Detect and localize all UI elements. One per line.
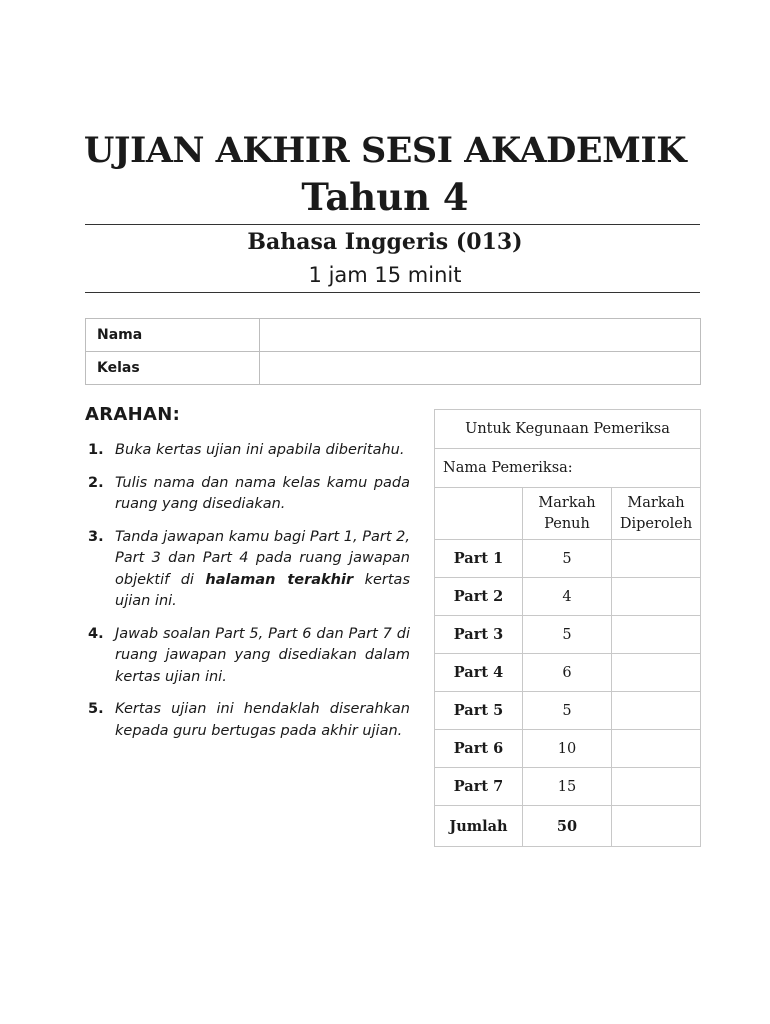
part-label: Part 6 [435, 730, 523, 768]
obtained-marks-cell[interactable] [612, 616, 701, 654]
full-marks: 5 [523, 692, 612, 730]
exam-year: Tahun 4 [301, 175, 469, 219]
obtained-marks-cell[interactable] [612, 692, 701, 730]
marks-row [435, 578, 701, 616]
top-divider [85, 224, 700, 225]
instruction-text: Buka kertas ujian ini apabila diberitahu. [115, 442, 405, 458]
instruction-text: Jawab soalan Part 5, Part 6 dan Part 7 di ruang jawapan yang disediakan dalam kertas ujian ini. [115, 625, 410, 685]
part-label: Part 3 [435, 616, 523, 654]
part-label: Part 2 [435, 578, 523, 616]
total-full-marks: 50 [523, 806, 612, 847]
exam-title: UJIAN AKHIR SESI AKADEMIK [83, 130, 687, 171]
full-marks: 6 [523, 654, 612, 692]
instruction-number: 3. [88, 528, 104, 545]
obtained-marks-cell[interactable] [612, 730, 701, 768]
full-marks: 5 [523, 540, 612, 578]
instruction-text: Tulis nama dan nama kelas kamu pada ruang yang disediakan. [115, 474, 410, 512]
examiner-name-field[interactable]: Nama Pemeriksa: [435, 449, 701, 488]
bottom-divider [85, 292, 700, 293]
student-info-table [85, 318, 701, 385]
obtained-marks-cell[interactable] [612, 768, 701, 806]
obtained-marks-cell[interactable] [612, 540, 701, 578]
marks-row [435, 616, 701, 654]
instruction-number: 4. [88, 625, 104, 642]
class-row [86, 352, 701, 385]
part-label: Part 7 [435, 768, 523, 806]
marks-row [435, 692, 701, 730]
part-label: Part 1 [435, 540, 523, 578]
total-label: Jumlah [435, 806, 523, 847]
instruction-item [85, 699, 410, 742]
total-row [435, 806, 701, 847]
marks-row [435, 768, 701, 806]
exam-subject: Bahasa Inggeris (013) [247, 229, 523, 255]
examiner-table-title: Untuk Kegunaan Pemeriksa [435, 410, 701, 449]
name-field[interactable] [260, 319, 701, 352]
marks-row [435, 540, 701, 578]
instruction-item [85, 527, 410, 613]
full-marks: 4 [523, 578, 612, 616]
part-label: Part 4 [435, 654, 523, 692]
instruction-item [85, 440, 410, 462]
marks-row [435, 730, 701, 768]
obtained-marks-cell[interactable] [612, 654, 701, 692]
instruction-number: 2. [88, 474, 104, 491]
part-column-header [435, 488, 523, 540]
marks-row [435, 654, 701, 692]
name-label: Nama [86, 319, 260, 352]
exam-duration: 1 jam 15 minit [308, 263, 462, 287]
class-label: Kelas [86, 352, 260, 385]
instruction-emphasis: halaman terakhir [205, 571, 354, 588]
name-row [86, 319, 701, 352]
full-marks: 5 [523, 616, 612, 654]
obtained-marks-header: Markah Diperoleh [612, 488, 701, 540]
instruction-item [85, 624, 410, 689]
full-marks: 15 [523, 768, 612, 806]
instructions-list [85, 440, 410, 753]
full-marks: 10 [523, 730, 612, 768]
class-field[interactable] [260, 352, 701, 385]
instruction-text-end: kertas ujian ini. [115, 571, 410, 609]
instruction-number: 1. [88, 442, 104, 458]
full-marks-header: Markah Penuh [523, 488, 612, 540]
part-label: Part 5 [435, 692, 523, 730]
instruction-item [85, 473, 410, 516]
instruction-number: 5. [88, 701, 104, 717]
instructions-heading: ARAHAN: [85, 404, 181, 425]
instruction-text: Tanda jawapan kamu bagi Part 1, Part 2, Part 3 dan Part 4 pada ruang jawapan objektif di [115, 528, 410, 588]
total-obtained-cell[interactable] [612, 806, 701, 847]
examiner-table [434, 409, 701, 847]
instruction-text: Kertas ujian ini hendaklah diserahkan kepada guru bertugas pada akhir ujian. [115, 701, 410, 739]
obtained-marks-cell[interactable] [612, 578, 701, 616]
